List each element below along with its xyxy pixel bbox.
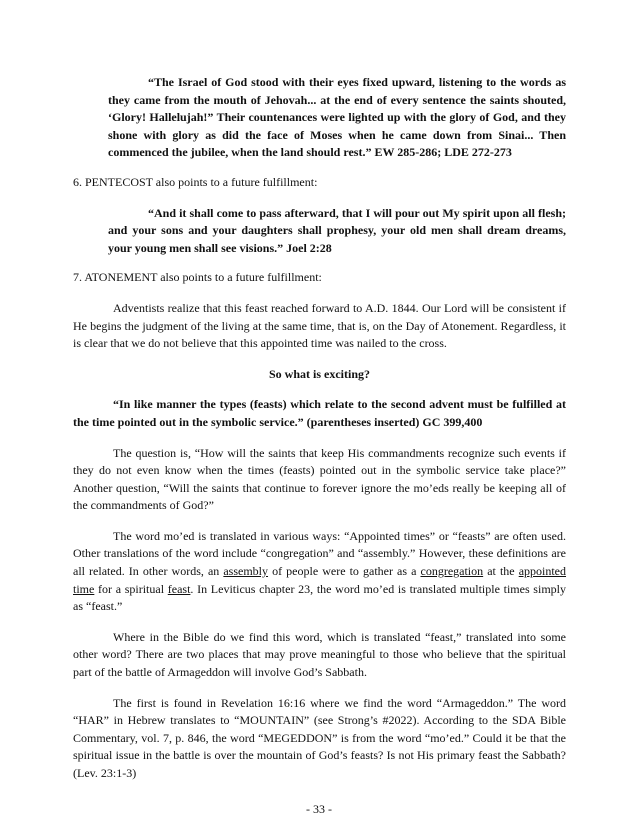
paragraph-atonement: Adventists realize that this feast reached forward to A.D. 1844. Our Lord will be consistent if He begins the judgment of the living at the same time, that is, on the Day of Atonement. Regardless, it is clear that we do not believe that this appointed time was nailed to the cross.	[73, 300, 566, 351]
text-run: The word mo’ed is translated in various ways: “Appointed times” or “feasts” are often used. Other translations of the word include “congregation” and “assembly.” However, these definitions are all related. In other words, an	[73, 528, 566, 579]
paragraph-armageddon: The first is found in Revelation 16:16 where we find the word “Armageddon.” The word “HAR” in Hebrew translates to “MOUNTAIN” (see Strong’s #2022). According to the SDA Bible Commentary, vol. 7, p. 846, the word “MEGEDDON” is from the word “mo’ed.” Could it be that the spiritual issue in the battle is over the mountain of God’s feasts? Is not His primary feast the Sabbath? (Lev. 23:1-3)	[73, 695, 566, 780]
text-run: for a spiritual	[94, 581, 168, 596]
list-item-pentecost: 6. PENTECOST also points to a future fulfillment:	[73, 174, 318, 189]
quote-early-writings: “The Israel of God stood with their eyes fixed upward, listening to the words as they came from the mouth of Jehovah... at the end of every sentence the saints shouted, ‘Glory! Hallelujah!” Their countenances were lighted up with the glory of God, and they shone with glory as did the face of Moses when he came down from Sinai... Then commenced the jubilee, when the land should rest.” EW 285-286; LDE 272-273	[108, 75, 566, 160]
underlined-word-congregation: congregation	[420, 564, 484, 579]
paragraph-question: The question is, “How will the saints that keep His commandments recognize such events if they do not even know when the times (feasts) pointed out in the symbolic service take place?” Another question, “Will the saints that continue to forever ignore the mo’eds really be keeping all of the commandments of God?”	[73, 445, 566, 513]
text-run: of people were to gather as a	[268, 564, 421, 579]
text-run: at the	[483, 564, 519, 579]
text-run: . In Leviticus chapter 23, the word mo’ed is translated multiple times simply as “feast.”	[73, 581, 566, 614]
underlined-word-appointed-time: appointed time	[73, 564, 567, 596]
section-heading: So what is exciting?	[268, 366, 370, 381]
quote-joel: “And it shall come to pass afterward, that I will pour out My spirit upon all flesh; and your sons and your daughters shall prophesy, your old men shall dream dreams, your young men shall see visions.” Joel 2:28	[108, 205, 566, 255]
underlined-word-assembly: assembly	[223, 564, 269, 579]
list-item-atonement: 7. ATONEMENT also points to a future fulfillment:	[73, 270, 322, 285]
page-number: - 33 -	[306, 802, 332, 816]
paragraph-moed	[73, 528, 566, 616]
underlined-word-feast: feast	[167, 581, 191, 596]
quote-great-controversy: “In like manner the types (feasts) which relate to the second advent must be fulfilled at the time pointed out in the symbolic service.” (parentheses inserted) GC 399,400	[73, 397, 566, 429]
paragraph-where: Where in the Bible do we find this word, which is translated “feast,” translated into some other word? There are two places that may prove meaningful to those who believe that the spiritual part of the battle of Armageddon will involve God’s Sabbath.	[73, 629, 566, 680]
